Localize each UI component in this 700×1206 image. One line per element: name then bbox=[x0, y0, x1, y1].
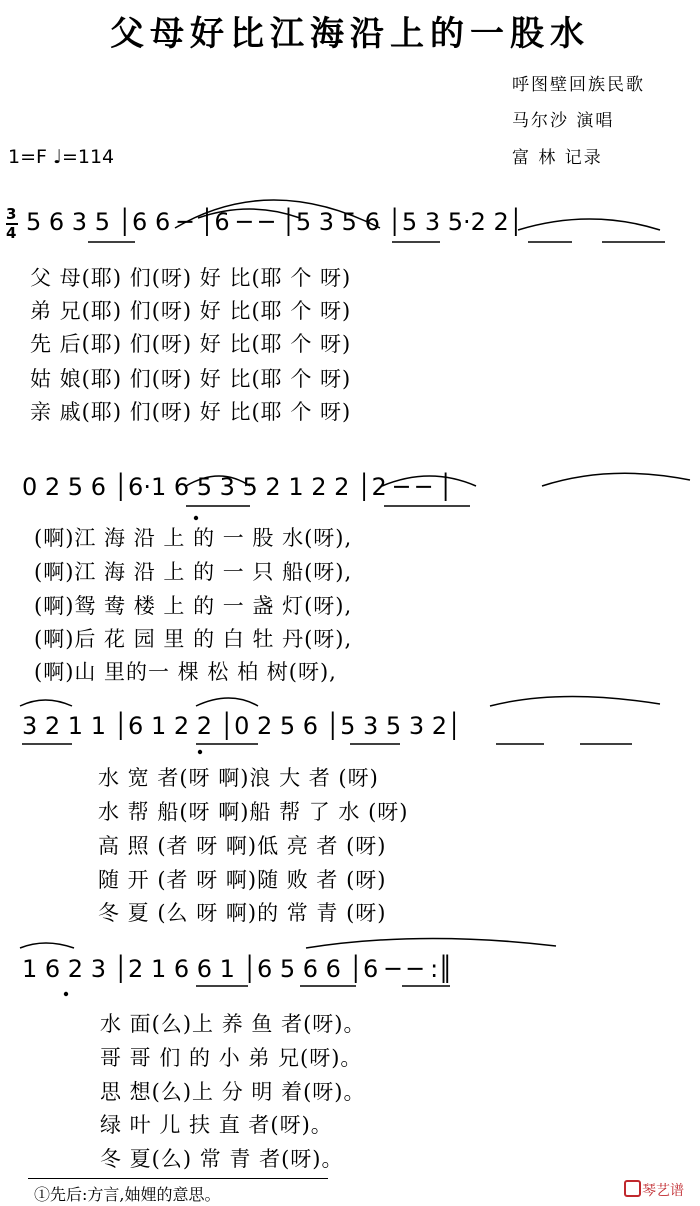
system-1-lyric-1: 父 母(耶) 们(呀) 好 比(耶 个 呀) bbox=[30, 266, 352, 290]
system-3-lyric-4: 随 开 (者 呀 啊)随 败 者 (呀) bbox=[98, 868, 387, 892]
system-4-notes: 1 6 2 3 │2 1 6 6 1 │6 5 6 6 │6 ─ ─ :║ bbox=[22, 955, 453, 983]
system-1-notes: 5 6 3 5 │6 6 ─ │6 ─ ─ │5 3 5 6 │5 3 5·2 2│ bbox=[26, 208, 524, 236]
slur-1 bbox=[175, 200, 380, 228]
system-3-lyric-3: 高 照 (者 呀 啊)低 亮 者 (呀) bbox=[98, 834, 387, 858]
system-3-lyric-5: 冬 夏 (么 呀 啊)的 常 青 (呀) bbox=[98, 901, 387, 925]
slur-5 bbox=[382, 476, 476, 486]
system-1-lyric-4: 姑 娘(耶) 们(呀) 好 比(耶 个 呀) bbox=[30, 367, 352, 391]
system-2-lyric-1: (啊)江 海 沿 上 的 一 股 水(呀), bbox=[34, 526, 353, 550]
system-3-lyric-1: 水 宽 者(呀 啊)浪 大 者 (呀) bbox=[98, 766, 379, 790]
system-2-lyric-4: (啊)后 花 园 里 的 白 牡 丹(呀), bbox=[34, 627, 353, 651]
octave-dot-1 bbox=[194, 516, 198, 520]
octave-dot-3 bbox=[64, 992, 68, 996]
system-4-lyric-1: 水 面(么)上 养 鱼 者(呀)。 bbox=[100, 1012, 366, 1036]
system-1-lyric-5: 亲 戚(耶) 们(呀) 好 比(耶 个 呀) bbox=[30, 400, 352, 424]
song-title: 父母好比江海沿上的一股水 bbox=[110, 14, 590, 54]
credit-recorder: 富 林 记录 bbox=[512, 148, 603, 168]
system-4-lyric-5: 冬 夏(么) 常 青 者(呀)。 bbox=[100, 1147, 344, 1171]
octave-dot-2 bbox=[198, 750, 202, 754]
time-sig-bottom: 4 bbox=[6, 224, 17, 242]
slur-3 bbox=[518, 219, 660, 230]
system-3-lyric-2: 水 帮 船(呀 啊)船 帮 了 水 (呀) bbox=[98, 800, 409, 824]
system-4-lyric-2: 哥 哥 们 的 小 弟 兄(呀)。 bbox=[100, 1046, 363, 1070]
footnote: ①先后:方言,妯娌的意思。 bbox=[34, 1185, 221, 1204]
slur-7 bbox=[20, 700, 72, 706]
brand-name: 琴艺谱 bbox=[642, 1183, 684, 1199]
time-sig-top: 3 bbox=[6, 205, 17, 223]
slur-4 bbox=[186, 476, 250, 486]
system-1-lyric-2: 弟 兄(耶) 们(呀) 好 比(耶 个 呀) bbox=[30, 299, 352, 323]
system-2-notes: 0 2 5 6 │6·1 6 5 3 5 2 1 2 2 │2 ─ ─ │ bbox=[22, 473, 453, 501]
system-4-lyric-4: 绿 叶 儿 扶 直 者(呀)。 bbox=[100, 1113, 333, 1137]
credit-singer: 马尔沙 演唱 bbox=[512, 111, 615, 131]
slur-10 bbox=[20, 943, 74, 948]
slur-6 bbox=[542, 473, 690, 486]
slur-9 bbox=[490, 696, 660, 706]
system-3-notes: 3 2 1 1 │6 1 2 2 │0 2 5 6 │5 3 5 3 2│ bbox=[22, 712, 462, 740]
system-2-lyric-3: (啊)鸳 鸯 楼 上 的 一 盏 灯(呀), bbox=[34, 594, 353, 618]
slur-11 bbox=[306, 938, 556, 948]
credit-origin: 呼图壁回族民歌 bbox=[512, 75, 645, 95]
system-2-lyric-5: (啊)山 里的一 棵 松 柏 树(呀), bbox=[34, 660, 337, 684]
system-1-lyric-3: 先 后(耶) 们(呀) 好 比(耶 个 呀) bbox=[30, 332, 352, 356]
key-tempo: 1=F ♩=114 bbox=[8, 146, 115, 168]
system-4-lyric-3: 思 想(么)上 分 明 着(呀)。 bbox=[100, 1080, 366, 1104]
slur-8 bbox=[196, 698, 258, 706]
system-2-lyric-2: (啊)江 海 沿 上 的 一 只 船(呀), bbox=[34, 560, 353, 584]
